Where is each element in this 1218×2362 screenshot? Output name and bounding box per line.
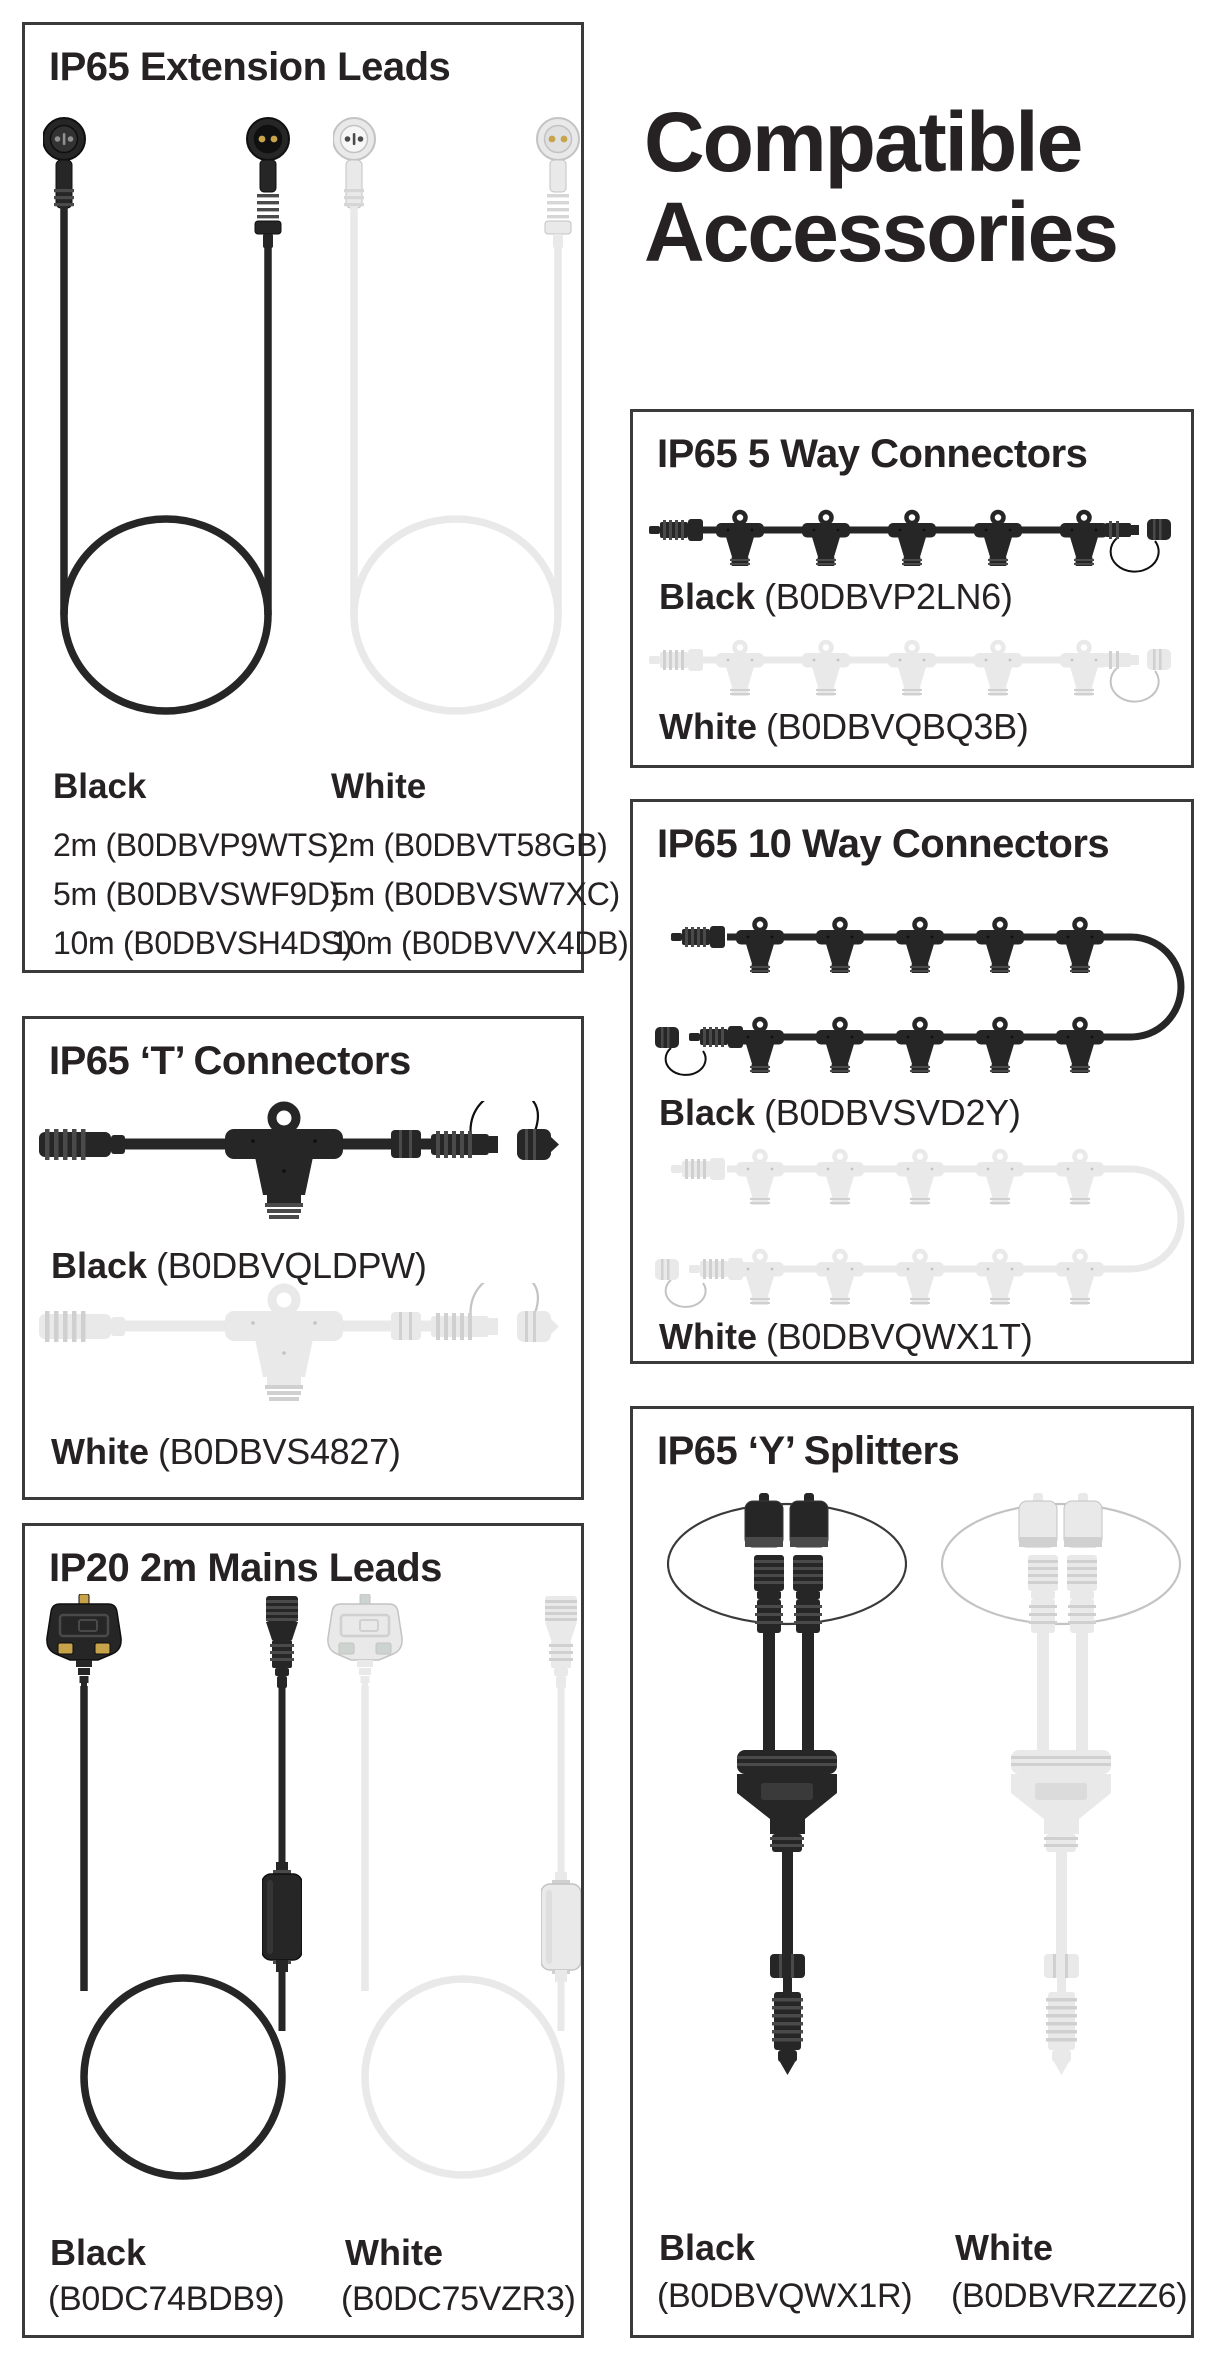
panel-mains-leads-title: IP20 2m Mains Leads: [49, 1546, 442, 1590]
color-label: Black: [50, 2232, 147, 2273]
product-code: (B0DBVSVD2Y): [764, 1092, 1021, 1133]
color-label: Black: [659, 576, 756, 617]
color-label: White: [345, 2232, 443, 2273]
panel-extension-leads-title: IP65 Extension Leads: [49, 45, 451, 89]
variant-black: [51, 1245, 427, 1287]
color-label: White: [659, 706, 757, 747]
white-10-way-string: [655, 1151, 1181, 1307]
page-title-line1: Compatible: [644, 95, 1082, 189]
panel-10-way-title: IP65 10 Way Connectors: [657, 822, 1110, 866]
extension-black-column: [53, 767, 352, 968]
color-label: Black: [659, 1092, 756, 1133]
extension-leads-illustration: [25, 25, 581, 735]
panel-10-way-connectors: [630, 799, 1194, 1364]
panel-y-splitters-title: IP65 ‘Y’ Splitters: [657, 1429, 960, 1473]
variant-white: [659, 706, 1028, 748]
extension-white-column: [331, 767, 629, 968]
color-label: White: [331, 767, 427, 806]
product-code: (B0DC74BDB9): [48, 2280, 285, 2318]
product-code: 10m (B0DBVSH4DS): [53, 925, 353, 961]
product-code: (B0DBVQWX1R): [657, 2277, 913, 2315]
page-title-line2: Accessories: [644, 184, 1118, 279]
product-code: 2m (B0DBVT58GB): [331, 827, 608, 863]
panel-y-splitters: [630, 1406, 1194, 2338]
page-title: [644, 95, 1118, 279]
variant-white: [51, 1431, 401, 1473]
color-label: White: [955, 2227, 1053, 2268]
panel-5-way-connectors: [630, 409, 1194, 768]
product-code: 10m (B0DBVVX4DB): [331, 925, 629, 961]
white-extension-lead: [333, 118, 579, 711]
color-label: Black: [51, 1245, 148, 1286]
product-code: (B0DBVQBQ3B): [765, 706, 1029, 747]
black-10-way-string: [655, 919, 1181, 1075]
product-code: (B0DC75VZR3): [341, 2280, 576, 2318]
black-mains-lead: [47, 1594, 302, 2176]
product-code: (B0DBVS4827): [157, 1431, 401, 1472]
panel-5-way-title: IP65 5 Way Connectors: [657, 432, 1088, 476]
product-code: (B0DBVQLDPW): [156, 1245, 427, 1286]
black-y-splitter: [668, 1493, 906, 2075]
product-code: 5m (B0DBVSWF9D): [53, 876, 341, 912]
panel-t-connectors: [22, 1016, 584, 1500]
y-splitters-illustration: [633, 1409, 1191, 2219]
color-label: Black: [53, 767, 147, 806]
product-code: (B0DBVQWX1T): [765, 1316, 1033, 1357]
color-label: White: [51, 1431, 149, 1472]
product-code: (B0DBVP2LN6): [764, 576, 1013, 617]
white-5-way-string: [649, 642, 1171, 702]
product-code: (B0DBVRZZZ6): [951, 2277, 1188, 2315]
color-label: Black: [659, 2227, 756, 2268]
color-label: White: [659, 1316, 757, 1357]
variant-white: [659, 1316, 1032, 1358]
10-way-connectors-illustration: [633, 802, 1191, 1361]
white-t-connector: [39, 1273, 559, 1401]
panel-mains-leads: [22, 1523, 584, 2338]
product-code: 2m (B0DBVP9WTS): [53, 827, 339, 863]
white-mains-lead: [328, 1594, 581, 2175]
panel-extension-leads: [22, 22, 629, 973]
black-extension-lead: [43, 118, 289, 711]
panel-t-connectors-title: IP65 ‘T’ Connectors: [49, 1039, 411, 1083]
variant-black: [659, 576, 1013, 618]
black-5-way-string: [649, 512, 1171, 572]
black-t-connector: [39, 1091, 559, 1219]
variant-black: [659, 1092, 1021, 1134]
white-y-splitter: [942, 1493, 1180, 2075]
product-code: 5m (B0DBVSW7XC): [331, 876, 620, 912]
mains-leads-illustration: [25, 1526, 581, 2226]
